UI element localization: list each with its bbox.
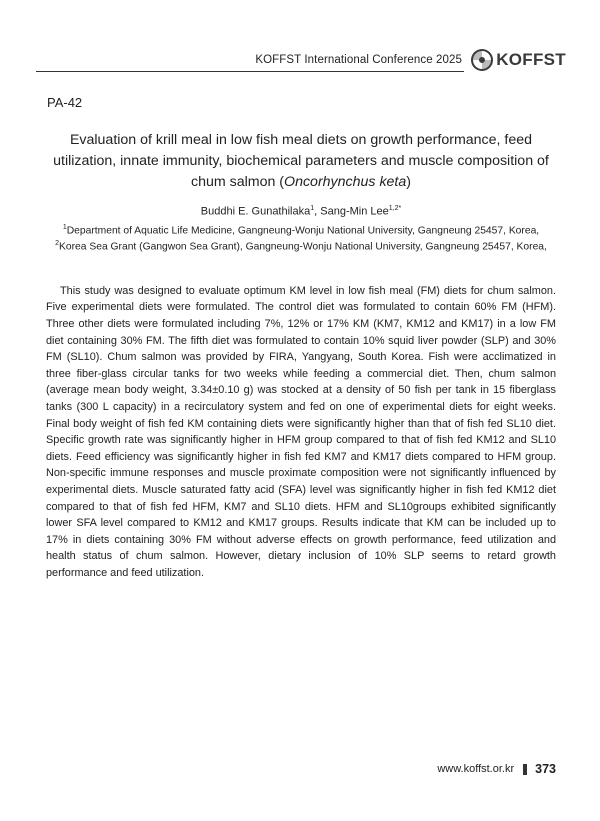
koffst-logo [470,48,566,72]
koffst-spiral-logo-icon [470,48,494,72]
page-footer [437,762,556,776]
species-name: Oncorhynchus keta [284,174,407,190]
conference-name: KOFFST International Conference 2025 [255,54,462,66]
author-affiliation-mark: 1,2* [388,205,402,212]
page-header [36,48,566,72]
author-name: Buddhi E. Gunathilaka [200,205,311,218]
title-end: ) [406,174,412,190]
abstract-body: This study was designed to evaluate optimum KM level in low fish meal (FM) diets for chum salmon. Five experimental diets were formulated. The control diet was formulated to contain 60% FM (HFM). Three other diets were formulated including 7%, 12% or 17% KM (KM7, KM12 and KM17) in a low FM diet containing 30% FM. The fifth diet was formulated to contain 10% squid liver powder (SLP) and 30% FM (SL10). Chum salmon was provided by FIRA, Yangyang, South Korea. Fish were acclimatized in three fiber-glass circular tanks for two weeks while feeding a commercial diet. Then, chum salmon (average mean body weight, 3.34±0.10 g) was stocked at a density of 50 fish per tank in 15 fiberglass tanks (300 L capacity) in a recirculatory system and fed on one of experimental diets for eight weeks. Final body weight of fish fed KM containing diets were significantly higher than that of fish fed SL10 diet. Specific growth rate was significantly higher in HFM group compared to that of fish fed KM12 and SL10 diets. Feed efficiency was significantly higher in fish fed KM7 and KM17 diets compared to HFM group. Non-specific immune responses and muscle proximate composition were not significantly influenced by experimental diets. Muscle saturated fatty acid (SFA) level was significantly higher in fish fed KM12 diet compared to that of fish fed HFM, KM7 and SL10 diets. HFM and SL10groups exhibited significantly lower SFA level compared to KM12 and KM17 groups. Results indicate that KM can be included up to 17% in diets containing 30% FM without adverse effects on growth performance, feed utilization and health status of chum salmon. However, dietary inclusion of 10% SLP seems to retard growth performance and feed utilization. [46,284,556,579]
affiliation-1 [40,224,562,236]
author-affiliation-mark: 1 [310,205,315,212]
title-text: Evaluation of krill meal in low fish meal diets on growth performance, feed utilization, innate immunity, biochemical parameters and muscle composition of chum salmon ( [53,132,549,190]
affiliation-mark: 1 [62,224,67,231]
footer-divider [523,764,527,775]
paper-title [40,130,562,193]
affiliation-2 [40,240,562,252]
affiliation-text: Department of Aquatic Life Medicine, Gangneung-Wonju National University, Gangneung 25457, Korea, [66,225,540,237]
author-separator: , [314,205,321,218]
affiliation-mark: 2 [55,240,60,247]
affiliation-text: Korea Sea Grant (Gangwon Sea Grant), Gangneung-Wonju National University, Gangneung 25457, Korea, [59,241,547,253]
website-link[interactable]: www.koffst.or.kr [437,763,515,775]
logo-text: KOFFST [496,50,566,69]
page-number: 373 [535,762,556,776]
author-list [40,205,562,218]
author-name: Sang-Min Lee [320,205,389,218]
abstract-code: PA-42 [47,95,83,110]
header-rule [36,71,464,72]
